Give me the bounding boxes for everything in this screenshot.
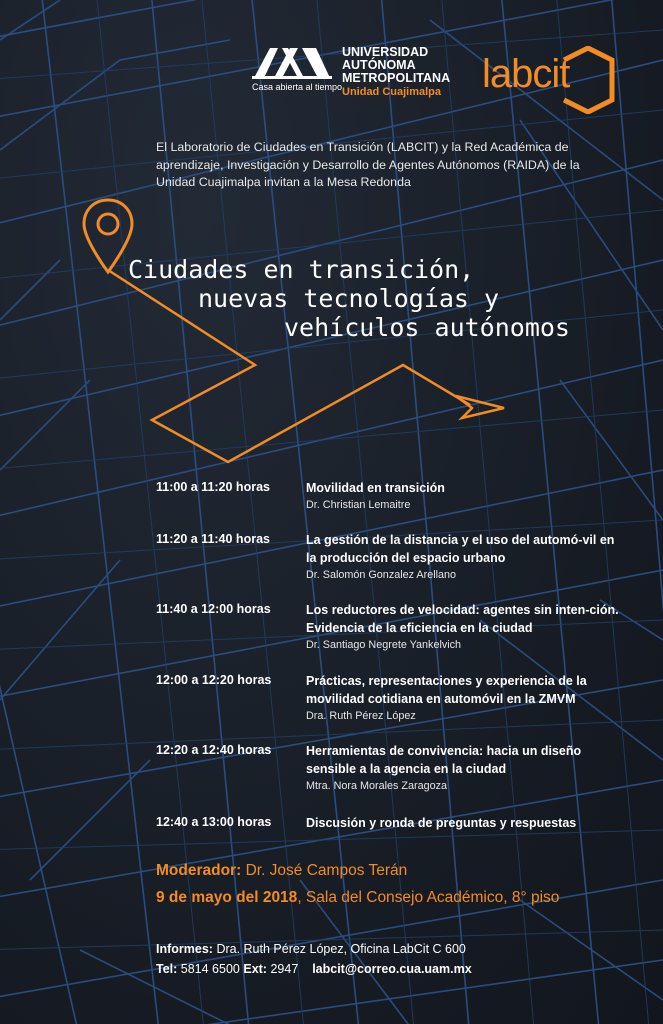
event-place: , Sala del Consejo Académico, 8° piso — [297, 889, 560, 906]
moderator — [156, 862, 407, 880]
title-line1: Ciudades en transición, — [128, 255, 475, 284]
tel-label: Tel: — [156, 962, 178, 976]
schedule-time: 11:00 a 11:20 horas — [156, 480, 270, 494]
schedule-time: 11:20 a 11:40 horas — [156, 532, 270, 546]
schedule-speaker: Dr. Christian Lemaitre — [306, 499, 411, 511]
schedule-time: 11:40 a 12:00 horas — [156, 602, 271, 616]
schedule-speaker: Mtra. Nora Morales Zaragoza — [306, 780, 448, 792]
uam-unit: Unidad Cuajimalpa — [342, 86, 442, 98]
schedule-time: 12:00 a 12:20 horas — [156, 673, 272, 687]
informes — [156, 942, 466, 956]
schedule-talk: Movilidad en transición — [306, 481, 445, 495]
uam-name-line2: AUTÓNOMA — [342, 58, 416, 72]
tel-number: 5814 6500 — [180, 962, 240, 976]
labcit-logo-text: labcit — [482, 52, 570, 96]
uam-logo-icon — [252, 46, 332, 80]
contact-email[interactable]: labcit@correo.cua.uam.mx — [312, 962, 472, 976]
contact — [156, 962, 472, 976]
schedule-time: 12:20 a 12:40 horas — [156, 743, 272, 757]
informes-text: Dra. Ruth Pérez López, Oficina LabCit C 600 — [216, 942, 466, 956]
schedule-time: 12:40 a 13:00 horas — [156, 815, 272, 829]
uam-name-line1: UNIVERSIDAD — [342, 45, 429, 59]
title-line3: vehículos autónomos — [284, 313, 570, 342]
schedule-talk: Herramientas de convivencia: hacia un diseño sensible a la agencia en la ciudad — [306, 744, 582, 776]
event-title — [128, 255, 628, 342]
uam-name-line3: METROPOLITANA — [342, 71, 451, 85]
uam-name — [342, 46, 450, 85]
schedule-talk: La gestión de la distancia y el uso del automó-vil en la producción del espacio urbano — [306, 533, 615, 565]
schedule-speaker: Dr. Salomón Gonzalez Arellano — [306, 569, 457, 581]
schedule-talk: Los reductores de velocidad: agentes sin inten-ción. Evidencia de la eficiencia en la ciudad — [306, 603, 619, 635]
labcit-logo — [482, 46, 617, 116]
moderator-name: Dr. José Campos Terán — [245, 862, 408, 879]
event-date: 9 de mayo del 2018 — [156, 889, 298, 906]
intro-paragraph: El Laboratorio de Ciudades en Transición (LABCIT) y la Red Académica de aprendizaje, Investigación y Desarrollo de Agentes Autónomos (RAIDA) de la Unidad Cuajimalpa invitan a la Mesa Redonda — [156, 140, 580, 189]
event-date-place — [156, 889, 559, 907]
schedule-speaker: Dr. Santiago Negrete Yankelvich — [306, 639, 462, 651]
arrow-pointer-icon — [450, 388, 510, 424]
uam-logo — [252, 44, 451, 108]
moderator-label: Moderador: — [156, 862, 242, 879]
uam-motto: Casa abierta al tiempo — [252, 82, 343, 92]
schedule-speaker: Dra. Ruth Pérez López — [306, 710, 416, 722]
schedule-talk: Prácticas, representaciones y experiencia de la movilidad cotidiana en automóvil en la ZMVM — [306, 674, 587, 706]
ext-label: Ext: — [243, 962, 267, 976]
informes-label: Informes: — [156, 942, 213, 956]
schedule-talk: Discusión y ronda de preguntas y respuestas — [306, 816, 577, 830]
title-line2: nuevas tecnologías y — [198, 284, 500, 313]
ext-number: 2947 — [270, 962, 299, 976]
